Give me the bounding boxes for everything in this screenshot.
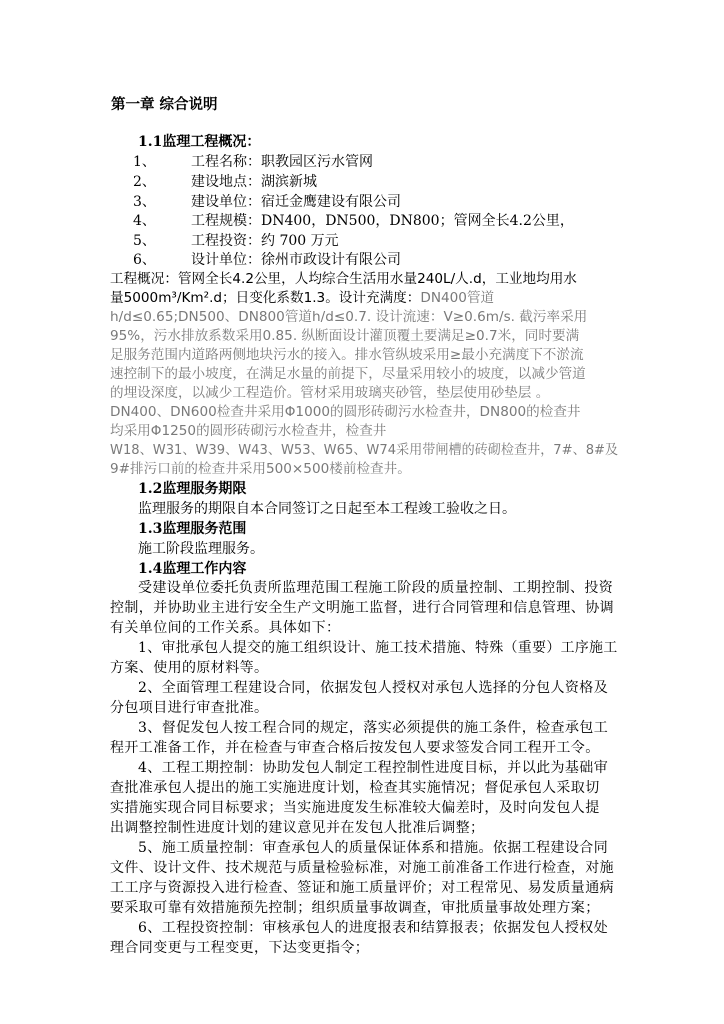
- body-line: 6、工程投资控制：审核承包人的进度报表和结算报表；依据发包人授权处: [138, 920, 609, 936]
- section-1-1-heading: 1.1监理工程概况：: [138, 134, 261, 150]
- section-1-3-heading: 1.3监理服务范围: [138, 521, 247, 537]
- body-line: 5、施工质量控制：审查承包人的质量保证体系和措施。依据工程建设合同: [138, 840, 609, 856]
- overview-line: 9#排污口前的检查井采用500×500楼前检查井。: [110, 461, 411, 477]
- list-item: [133, 213, 574, 230]
- overview-line: 速控制下的最小坡度，在满足水量的前提下，尽量采用较小的坡度，以减少管道: [110, 366, 586, 382]
- list-text: 工程名称：职教园区污水管网: [191, 154, 373, 170]
- body-line: 查批准承包人提出的施工实施进度计划，检查其实施情况；督促承包人采取切: [110, 780, 600, 796]
- body-line: 受建设单位委托负责所监理范围工程施工阶段的质量控制、工期控制、投资: [138, 580, 614, 596]
- section-1-2-text: 监理服务的期限自本合同签订之日起至本工程竣工验收之日。: [138, 501, 516, 517]
- list-text: 工程规模：DN400，DN500，DN800；管网全长4.2公里，: [191, 213, 574, 229]
- overview-line: 的埋设深度，以减少工程造价。管材采用玻璃夹砂管，垫层使用砂垫层 。: [110, 385, 550, 401]
- body-line: 文件、设计文件、技术规范与质量检验标准，对施工前准备工作进行检查，对施: [110, 860, 614, 876]
- overview-line: W18、W31、W39、W43、W53、W65、W74采用带闸槽的砖砌检查井，7#、8#及: [110, 442, 619, 458]
- list-item: [133, 194, 401, 211]
- list-item: [133, 154, 373, 171]
- list-number: 1、: [133, 154, 156, 170]
- body-line: 理合同变更与工程变更，下达变更指令；: [110, 940, 370, 956]
- overview-line: 均采用Φ1250的圆形砖砌污水检查井，检查井: [110, 423, 387, 439]
- list-item: [133, 233, 339, 250]
- body-line: 1、审批承包人提交的施工组织设计、施工技术措施、特殊（重要）工序施工: [138, 640, 618, 656]
- overview-line: [110, 290, 494, 307]
- overview-line: 95%，污水排放系数采用0.85. 纵断面设计灌顶覆土要满足≥0.7米，同时要满: [110, 328, 580, 344]
- body-line: 工工序与资源投入进行检查、签证和施工质量评价；对工程常见、易发质量通病: [110, 880, 614, 896]
- list-text: 建设单位：宿迁金鹰建设有限公司: [191, 194, 401, 210]
- overview-line: h/d≤0.65;DN500、DN800管道h/d≤0.7. 设计流速：V≥0.6m/s. 截污率采用: [110, 309, 588, 325]
- list-number: 4、: [133, 213, 156, 229]
- chapter-title: 第一章 综合说明: [111, 96, 218, 113]
- overview-line: DN400、DN600检查井采用Φ1000的圆形砖砌污水检查井，DN800的检查井: [110, 404, 581, 420]
- body-line: 控制，并协助业主进行安全生产文明施工监督，进行合同管理和信息管理、协调: [110, 600, 614, 616]
- overview-line: 工程概况：管网全长4.2公里，人均综合生活用水量240L/人.d，工业地均用水: [110, 271, 577, 287]
- body-line: 4、工程工期控制：协助发包人制定工程控制性进度目标，并以此为基础审: [138, 760, 609, 776]
- body-line: 要采取可靠有效措施预先控制；组织质量事故调查，审批质量事故处理方案；: [110, 900, 600, 916]
- overview-text: 量5000m³/Km².d；日变化系数1.3。设计充满度：: [110, 290, 421, 306]
- body-line: 方案、使用的原材料等。: [110, 660, 269, 676]
- body-line: 实措施实现合同目标要求；当实施进度发生标准较大偏差时，及时向发包人提: [110, 800, 600, 816]
- section-1-4-heading: 1.4监理工作内容: [138, 561, 247, 577]
- body-line: 出调整控制性进度计划的建议意见并在发包人批准后调整；: [110, 820, 485, 836]
- section-1-2-heading: 1.2监理服务期限: [138, 481, 247, 497]
- body-line: 3、督促发包人按工程合同的规定，落实必须提供的施工条件，检查承包工: [138, 720, 609, 736]
- body-line: 程开工准备工作，并在检查与审查合格后按发包人要求签发合同工程开工令。: [110, 740, 600, 756]
- list-item: [133, 252, 401, 269]
- body-line: 分包项目进行审查批准。: [110, 700, 269, 716]
- body-line: 有关单位间的工作关系。具体如下：: [110, 620, 341, 636]
- list-text: 工程投资：约 700 万元: [191, 233, 339, 249]
- body-line: 2、全面管理工程建设合同，依据发包人授权对承包人选择的分包人资格及: [138, 680, 609, 696]
- list-number: 6、: [133, 252, 156, 268]
- list-text: 建设地点：湖滨新城: [191, 174, 317, 190]
- list-number: 2、: [133, 174, 156, 190]
- list-number: 3、: [133, 194, 156, 210]
- list-number: 5、: [133, 233, 156, 249]
- list-text: 设计单位：徐州市政设计有限公司: [191, 252, 401, 268]
- overview-text: DN400管道: [420, 290, 495, 306]
- list-item: [133, 174, 317, 191]
- section-1-3-text: 施工阶段监理服务。: [138, 541, 264, 557]
- overview-line: 足服务范围内道路两侧地块污水的接入。排水管纵坡采用≥最小充满度下不淤流: [110, 347, 584, 363]
